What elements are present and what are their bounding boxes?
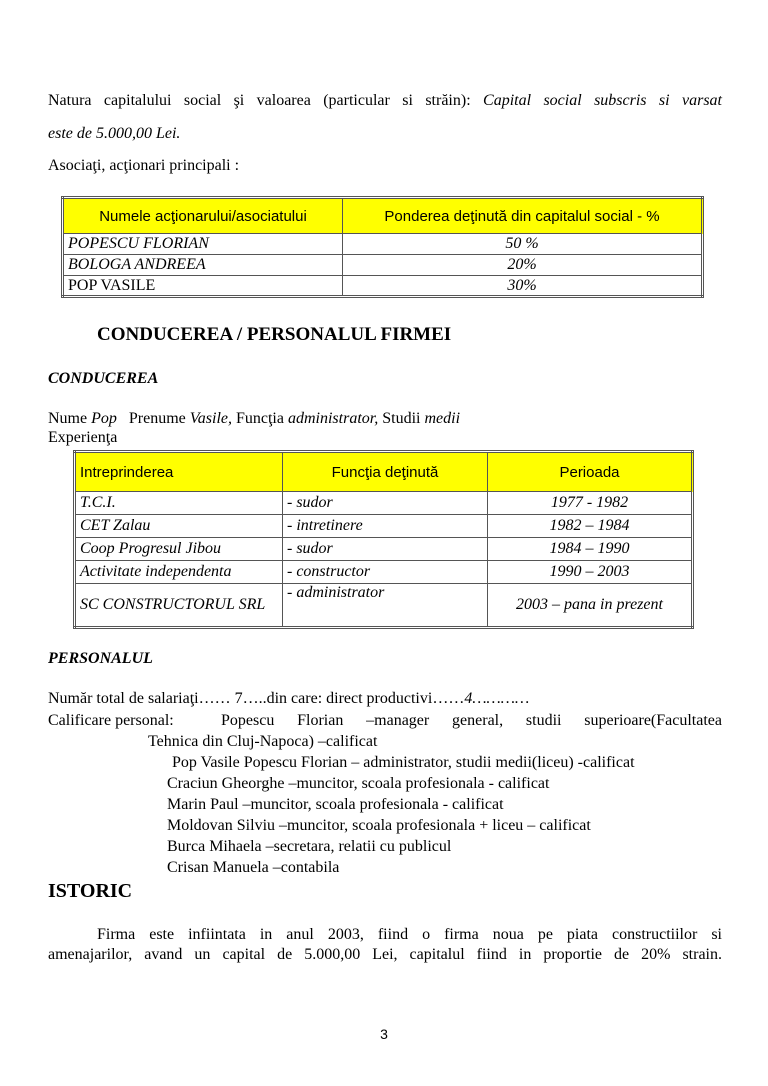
calificare-first-cont: Tehnica din Cluj-Napoca) –calificat <box>148 733 378 750</box>
calificare-line <box>48 712 722 730</box>
table-row <box>75 492 693 515</box>
shareholder-share: 30% <box>343 276 703 297</box>
shareholders-table <box>61 196 704 298</box>
table-row <box>75 584 693 628</box>
istoric-heading: ISTORIC <box>48 880 133 902</box>
staff-item: Crisan Manuela –contabila <box>167 859 340 876</box>
exp-period: 1984 – 1990 <box>488 538 693 561</box>
header-actionar: Numele acţionarului/asociatului <box>63 198 343 234</box>
exp-period: 1982 – 1984 <box>488 515 693 538</box>
personalul-heading: PERSONALUL <box>48 650 153 667</box>
exp-role: - intretinere <box>283 515 488 538</box>
staff-item: Craciun Gheorghe –muncitor, scoala profesionala - calificat <box>167 775 550 792</box>
staff-item: Marin Paul –muncitor, scoala profesionala - calificat <box>167 796 504 813</box>
total-salariati: Număr total de salariaţi…… 7…..din care: direct productivi……4………… <box>48 690 530 707</box>
header-pondere: Ponderea deţinută din capitalul social - % <box>343 198 703 234</box>
staff-item: Moldovan Silviu –muncitor, scoala profesionala + liceu – calificat <box>167 817 591 834</box>
table-row <box>63 255 703 276</box>
exp-company: T.C.I. <box>75 492 283 515</box>
table-row <box>75 561 693 584</box>
experience-table <box>73 450 694 629</box>
shareholder-share: 20% <box>343 255 703 276</box>
exp-role: - administrator <box>283 584 488 628</box>
staff-item: Burca Mihaela –secretara, relatii cu publicul <box>167 838 452 855</box>
section-title: CONDUCEREA / PERSONALUL FIRMEI <box>97 324 452 345</box>
conducerea-details: Nume Pop Prenume Vasile, Funcţia administrator, Studii medii <box>48 410 461 427</box>
experience-header-row <box>75 452 693 492</box>
studii-value: medii <box>424 410 461 427</box>
header-functia: Funcţia deţinută <box>283 452 488 492</box>
capital-line-1: Natura capitalului social şi valoarea (particular si străin): Capital social subscris si varsat <box>48 92 722 109</box>
shareholder-name: BOLOGA ANDREEA <box>63 255 343 276</box>
nume-value: Pop <box>91 410 117 427</box>
experienta-label: Experienţa <box>48 429 118 446</box>
exp-role: - sudor <box>283 538 488 561</box>
capital-line-2: este de 5.000,00 Lei. <box>48 125 181 142</box>
conducerea-heading: CONDUCEREA <box>48 370 159 387</box>
exp-period: 1977 - 1982 <box>488 492 693 515</box>
table-row <box>75 515 693 538</box>
shareholders-header-row <box>63 198 703 234</box>
exp-company: CET Zalau <box>75 515 283 538</box>
table-row <box>63 276 703 297</box>
calificare-first: Popescu Florian –manager general, studii superioare(Facultatea <box>221 712 722 729</box>
header-intreprinderea: Intreprinderea <box>75 452 283 492</box>
staff-item: Pop Vasile Popescu Florian – administrator, studii medii(liceu) -calificat <box>172 754 635 771</box>
header-perioada: Perioada <box>488 452 693 492</box>
shareholder-name: POP VASILE <box>63 276 343 297</box>
shareholder-share: 50 % <box>343 234 703 255</box>
exp-company: Coop Progresul Jibou <box>75 538 283 561</box>
shareholder-name: POPESCU FLORIAN <box>63 234 343 255</box>
exp-role: - sudor <box>283 492 488 515</box>
prenume-value: Vasile, <box>189 410 232 427</box>
istoric-line-1: Firma este infiintata in anul 2003, fiind o firma noua pe piata constructiilor si <box>97 926 722 943</box>
page-number: 3 <box>380 1026 388 1042</box>
functia-value: administrator, <box>287 410 379 427</box>
exp-company: SC CONSTRUCTORUL SRL <box>75 584 283 628</box>
table-row <box>75 538 693 561</box>
istoric-line-2: amenajarilor, avand un capital de 5.000,00 Lei, capitalul fiind in proportie de 20% strain. <box>48 946 722 963</box>
calificare-label: Calificare personal: <box>48 712 174 729</box>
exp-role: - constructor <box>283 561 488 584</box>
exp-company: Activitate independenta <box>75 561 283 584</box>
asociati-label: Asociaţi, acţionari principali : <box>48 157 240 174</box>
exp-period: 2003 – pana in prezent <box>488 584 693 628</box>
exp-period: 1990 – 2003 <box>488 561 693 584</box>
table-row <box>63 234 703 255</box>
